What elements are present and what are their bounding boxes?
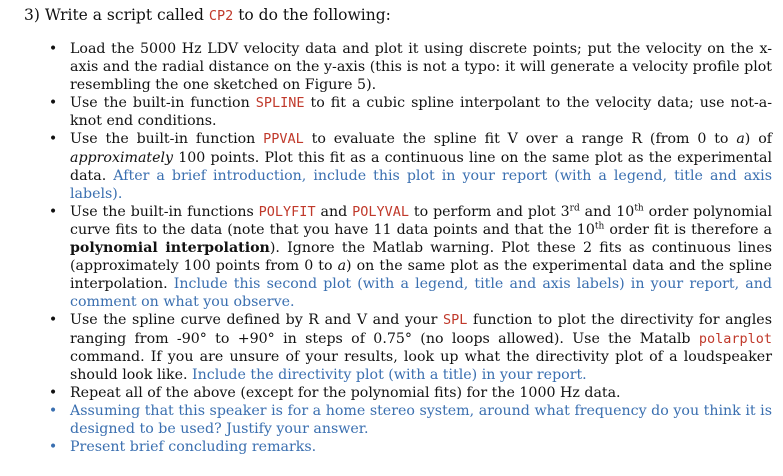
task-text: After a brief introduction, include this plot in your report (with a legend, title and axis labels). xyxy=(70,167,772,202)
code-token: SPLINE xyxy=(255,95,305,112)
bullet-marker: • xyxy=(48,203,58,220)
bullet-marker: • xyxy=(48,312,58,329)
task-item xyxy=(48,402,772,438)
task-text: Repeat all of the above (except for the polynomial fits) for the 1000 Hz data. xyxy=(70,384,621,401)
bullet-marker: • xyxy=(48,95,58,112)
task-text: 100 points. Plot this fit as a continuous line on the same plot as the experimental data. xyxy=(70,149,772,184)
task-text: Present brief concluding remarks. xyxy=(70,439,317,456)
code-token: PPVAL xyxy=(263,131,304,148)
bullet-marker: • xyxy=(48,41,58,57)
bullet-marker: • xyxy=(48,402,58,419)
task-item xyxy=(48,438,772,456)
task-text: to fit a cubic spline interpolant to the velocity data; use not-a-knot end conditions. xyxy=(70,95,772,130)
heading-suffix: to do the following: xyxy=(233,6,391,24)
task-text: Assuming that this speaker is for a home stereo system, around what frequency do you think it is designed to be used? Justify your answer. xyxy=(70,402,772,437)
task-text: command. If you are unsure of your results, look up what the directivity plot of a loudspeaker should look like. xyxy=(70,348,772,383)
task-text: rd xyxy=(569,203,580,214)
task-list xyxy=(48,40,772,456)
code-token: POLYFIT xyxy=(258,203,316,220)
task-text: Load the 5000 Hz LDV velocity data and plot it using discrete points; put the velocity on the x-axis and the radial distance on the y-axis (this is not a typo: it will generate a velocity profile plot resembling the one sketched on Figure 5). xyxy=(70,41,772,94)
task-item xyxy=(48,94,772,130)
code-token: POLYVAL xyxy=(352,203,409,220)
task-text: and xyxy=(315,203,353,220)
task-item xyxy=(48,311,772,383)
bullet-marker: • xyxy=(48,439,58,456)
heading-prefix: 3) Write a script called xyxy=(24,6,209,24)
task-text: th xyxy=(634,203,644,214)
question-heading xyxy=(24,4,391,27)
task-text: Use the built-in functions xyxy=(70,203,259,220)
task-text: Include this second plot (with a legend, title and axis labels) in your report, and comment on what you observe. xyxy=(70,276,772,311)
task-text: order fit is therefore a xyxy=(604,221,772,238)
task-text: a xyxy=(337,258,347,275)
task-text: Use the built-in function xyxy=(70,95,256,112)
task-text: Use the built-in function xyxy=(70,131,264,148)
code-token: polarplot xyxy=(698,330,772,347)
task-item xyxy=(48,40,772,94)
task-text: order polynomial curve fits to the data (note that you have 11 data points and that the 10 xyxy=(70,203,772,238)
task-text: polynomial interpolation xyxy=(70,240,270,257)
bullet-marker: • xyxy=(48,131,58,148)
task-item xyxy=(48,384,772,402)
task-item xyxy=(48,130,772,202)
task-text: ). Ignore the Matlab warning. Plot these 2 fits as continuous lines (approximately 100 points from 0 to xyxy=(70,240,773,275)
task-item xyxy=(48,203,772,312)
task-text: th xyxy=(594,221,605,232)
task-text: function to plot the directivity for angles ranging from -90° to +90° in steps of 0.75° (no loops allowed). Use the Matalb xyxy=(70,312,772,347)
task-text: approximately xyxy=(70,149,174,166)
task-text: Include the directivity plot (with a title) in your report. xyxy=(192,366,587,383)
task-text: a xyxy=(736,131,745,148)
code-token: SPL xyxy=(443,312,468,329)
task-text: and 10 xyxy=(579,203,635,220)
script-name-code: CP2 xyxy=(208,8,234,24)
task-text: Use the spline curve defined by R and V and your xyxy=(70,312,444,329)
task-text: to evaluate the spline fit V over a range R (from 0 to xyxy=(303,131,737,148)
bullet-marker: • xyxy=(48,384,58,401)
task-text: to perform and plot 3 xyxy=(409,203,570,220)
task-text: ) of xyxy=(744,131,772,148)
task-text: ) on the same plot as the experimental data and the spline interpolation. xyxy=(70,258,772,293)
